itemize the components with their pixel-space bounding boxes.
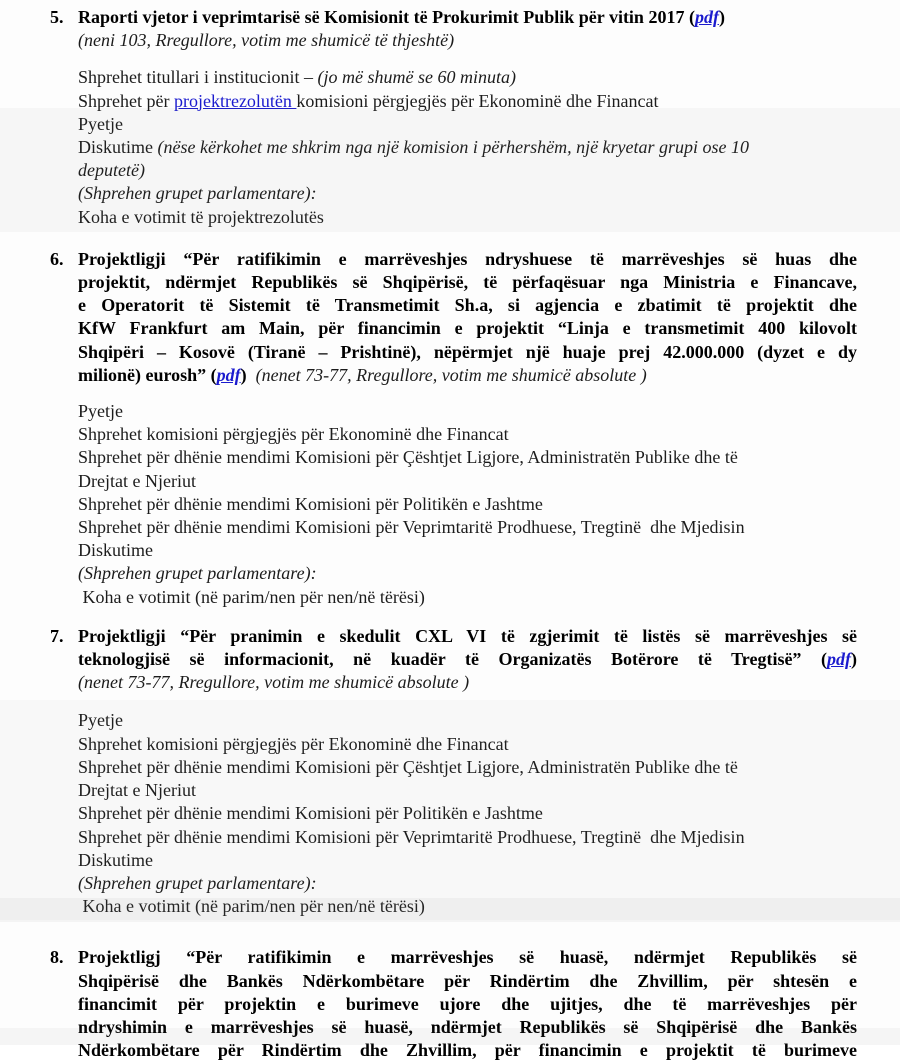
body-line [78,136,857,159]
text-segment: Shprehet për dhënie mendimi Komisioni për Veprimtaritë Prodhuese, Tregtinë dhe Mjedisin [78,517,745,538]
body-line [78,709,857,732]
text-segment: (Shprehen grupet parlamentare): [78,872,317,893]
body-line [78,516,857,539]
text-segment: komisioni përgjegjës për Ekonominë dhe Financat [296,90,659,111]
text-segment: Pyetje [78,113,123,134]
body-line [78,802,857,825]
text-segment: Koha e votimit të projektrezolutës [78,206,324,227]
text-segment: milionë) eurosh” ( [78,364,217,385]
item-content [78,946,857,1062]
text-segment: Shqipëri – Kosovë (Tiranë – Prishtinë), nëpërmjet një huaje prej 42.000.000 (dyzet e dy [78,341,857,362]
text-segment: Shprehet për dhënie mendimi Komisioni për Çështjet Ligjore, Administratën Publike dhe të [78,756,738,777]
body-line [78,586,857,609]
text-segment: KfW Frankfurt am Main, për financimin e projektit “Linja e transmetimit 400 kilovolt [78,318,857,339]
text-segment: ) [851,649,857,670]
text-segment: Diskutime [78,137,158,158]
body-line [78,159,857,182]
item-content [78,6,857,229]
text-segment: Ndërkombëtare për Rindërtim dhe Zhvillim, për financimin e projektit të burimeve [78,1040,857,1061]
text-segment: projektit, ndërmjet Republikës së Shqipërisë, të përfaqësuar nga Ministria e Financave, [78,272,857,293]
text-segment: Projektligji “Për ratifikimin e marrëveshjes ndryshuese të marrëveshjes së huas dhe [78,248,857,269]
note-line [78,671,857,694]
text-segment: ) [240,364,247,385]
body-line [78,446,857,469]
text-segment: (jo më shumë se 60 minuta) [317,67,516,88]
heading-line [78,1039,857,1062]
body-line [78,90,857,113]
projektrezoluten-link[interactable]: projektrezolutën [173,90,297,111]
text-segment: Diskutime [78,540,153,561]
heading-line [78,341,857,364]
text-segment: Shprehet për dhënie mendimi Komisioni për Politikën e Jashtme [78,803,543,824]
text-segment: (Shprehen grupet parlamentare): [78,183,317,204]
text-segment: (neni 103, Rregullore, votim me shumicë të thjeshtë) [78,30,455,51]
text-segment: Diskutime [78,849,153,870]
text-segment: deputetë) [78,160,145,181]
body-line [78,400,857,423]
heading-line [78,993,857,1016]
heading-line [78,946,857,969]
agenda-item-8 [50,946,857,1062]
paragraph-gap [78,387,857,400]
body-line [78,423,857,446]
text-segment: ) [718,7,725,27]
text-segment: Koha e votimit (në parim/nen për nen/në tërësi) [78,896,425,917]
paragraph-gap [78,52,857,66]
heading-line [78,294,857,317]
body-line [78,895,857,918]
text-segment: Shprehet për dhënie mendimi Komisioni për Politikën e Jashtme [78,493,543,514]
note-line [78,29,857,52]
item-number: 6. [50,248,64,269]
heading-line [78,317,857,340]
heading-line [78,6,857,29]
text-segment: ndryshimin e marrëveshjes së huasë, ndërmjet Republikës së Shqipërisë dhe Bankës [78,1016,857,1037]
text-segment: Shprehet komisioni përgjegjës për Ekonominë dhe Financat [78,733,509,754]
item-content [78,248,857,609]
body-line [78,493,857,516]
text-segment: Pyetje [78,710,123,731]
text-segment: Projektligji “Për pranimin e skedulit CXL VI të zgjerimit të listës së marrëveshjes së [78,625,857,646]
body-line [78,562,857,585]
body-line [78,182,857,205]
heading-line [78,364,857,387]
body-line [78,826,857,849]
paragraph-gap [78,694,857,709]
text-segment: Drejtat e Njeriut [78,780,196,801]
body-line [78,66,857,89]
text-segment: Shqipërisë dhe Bankës Ndërkombëtare për Rindërtim dhe Zhvillim, për shtesën e [78,970,857,991]
agenda-item-7 [50,625,857,918]
body-line [78,872,857,895]
pdf-link[interactable]: pdf [216,364,241,385]
text-segment: Pyetje [78,401,123,422]
text-segment: (nenet 73-77, Rregullore, votim me shumicë absolute ) [246,364,647,385]
body-line [78,539,857,562]
text-segment: Shprehet për [78,90,174,111]
text-segment: Shprehet për dhënie mendimi Komisioni për Çështjet Ligjore, Administratën Publike dhe të [78,447,738,468]
pdf-link[interactable]: pdf [694,7,719,27]
text-segment: (nëse kërkohet me shkrim nga një komision i përhershëm, një kryetar grupi ose 10 [157,137,750,158]
body-line [78,206,857,229]
text-segment: (nenet 73-77, Rregullore, votim me shumicë absolute ) [78,672,470,693]
body-line [78,733,857,756]
body-line [78,756,857,779]
pdf-link[interactable]: pdf [827,649,851,670]
text-segment: (Shprehen grupet parlamentare): [78,563,317,584]
heading-line [78,271,857,294]
text-segment: Shprehet titullari i institucionit – [78,67,318,88]
item-content [78,625,857,918]
body-line [78,849,857,872]
text-segment: Projektligj “Për ratifikimin e marrëveshjes së huasë, ndërmjet Republikës së [78,947,857,968]
text-segment: Shprehet për dhënie mendimi Komisioni për Veprimtaritë Prodhuese, Tregtinë dhe Mjedisin [78,826,745,847]
text-segment: Koha e votimit (në parim/nen për nen/në tërësi) [78,586,425,607]
text-segment: financimit për projektin e burimeve ujore dhe ujitjes, dhe të marrëveshjes për [78,993,857,1014]
heading-line [78,625,857,648]
text-segment: e Operatorit të Sistemit të Transmetimit Sh.a, si agjencia e zbatimit të projektit dhe [78,295,857,316]
heading-line [78,970,857,993]
body-line [78,113,857,136]
item-number: 8. [50,947,64,968]
heading-line [78,648,857,671]
agenda-item-6 [50,248,857,609]
text-segment: Drejtat e Njeriut [78,470,196,491]
item-number: 7. [50,625,64,646]
body-line [78,470,857,493]
text-segment: teknologjisë së informacionit, në kuadër të Organizatës Botërore të Tregtisë” ( [78,649,827,670]
item-number: 5. [50,7,64,27]
heading-line [78,248,857,271]
heading-line [78,1016,857,1039]
agenda-item-5 [50,6,857,229]
body-line [78,779,857,802]
text-segment: Shprehet komisioni përgjegjës për Ekonominë dhe Financat [78,424,509,445]
text-segment: Raporti vjetor i veprimtarisë së Komisionit të Prokurimit Publik për vitin 2017 ( [78,7,695,27]
